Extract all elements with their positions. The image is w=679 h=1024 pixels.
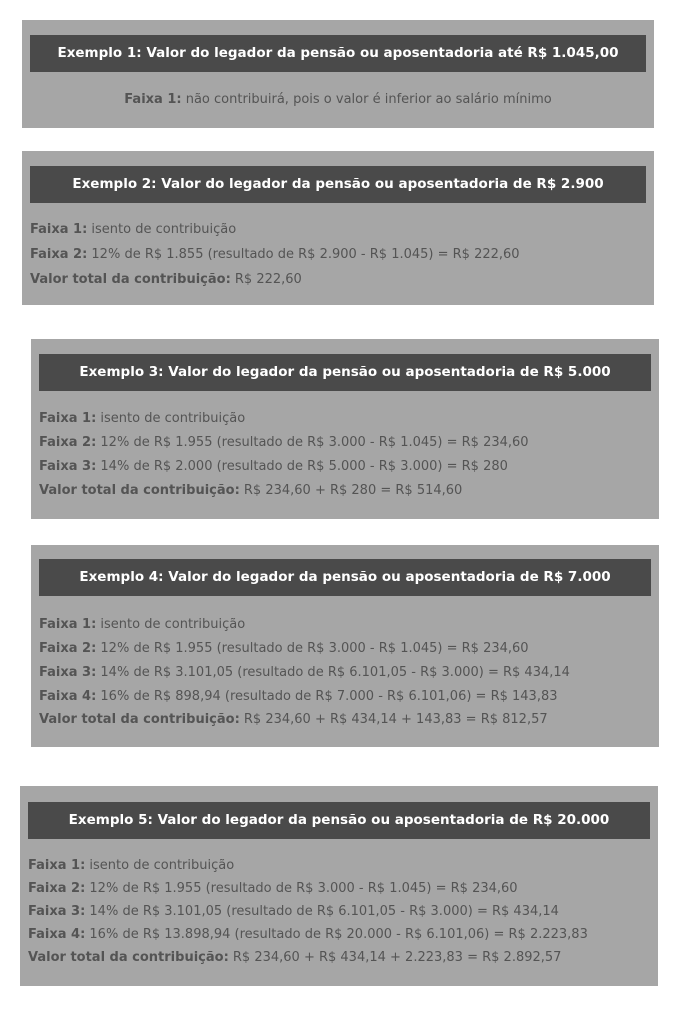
example-line bbox=[39, 709, 548, 731]
example-card-5 bbox=[20, 786, 658, 986]
line-label: Faixa 2: bbox=[30, 247, 88, 262]
example-line bbox=[28, 947, 561, 969]
line-text: 16% de R$ 13.898,94 (resultado de R$ 20.000 - R$ 6.101,06) = R$ 2.223,83 bbox=[85, 927, 588, 942]
line-label: Valor total da contribuição: bbox=[39, 483, 240, 498]
line-label: Faixa 2: bbox=[28, 881, 86, 896]
line-text: 12% de R$ 1.955 (resultado de R$ 3.000 - R$ 1.045) = R$ 234,60 bbox=[85, 881, 518, 896]
line-label: Faixa 1: bbox=[39, 617, 97, 632]
example-line bbox=[39, 456, 508, 478]
example-line bbox=[30, 244, 520, 266]
example-line bbox=[30, 219, 236, 241]
example-line bbox=[39, 614, 245, 636]
example-line bbox=[28, 924, 588, 946]
example-card-2 bbox=[22, 151, 654, 305]
example-line bbox=[39, 662, 570, 684]
example-line bbox=[28, 901, 559, 923]
example-card-4 bbox=[31, 545, 659, 747]
line-label: Faixa 3: bbox=[39, 665, 97, 680]
example-line bbox=[28, 878, 518, 900]
line-text: 14% de R$ 2.000 (resultado de R$ 5.000 - R$ 3.000) = R$ 280 bbox=[96, 459, 508, 474]
line-text: isento de contribuição bbox=[85, 858, 235, 873]
line-text: isento de contribuição bbox=[87, 222, 237, 237]
line-text: isento de contribuição bbox=[96, 411, 246, 426]
line-label: Faixa 2: bbox=[39, 641, 97, 656]
line-text: R$ 234,60 + R$ 434,14 + 143,83 = R$ 812,57 bbox=[239, 712, 548, 727]
line-label: Faixa 1: bbox=[124, 92, 182, 107]
line-label: Faixa 1: bbox=[30, 222, 88, 237]
example-title-4: Exemplo 4: Valor do legador da pensão ou aposentadoria de R$ 7.000 bbox=[39, 559, 651, 596]
line-text: 14% de R$ 3.101,05 (resultado de R$ 6.101,05 - R$ 3.000) = R$ 434,14 bbox=[96, 665, 570, 680]
example-card-3 bbox=[31, 339, 659, 519]
example-line bbox=[28, 855, 234, 877]
example-title-2: Exemplo 2: Valor do legador da pensão ou aposentadoria de R$ 2.900 bbox=[30, 166, 646, 203]
line-text: 12% de R$ 1.855 (resultado de R$ 2.900 - R$ 1.045) = R$ 222,60 bbox=[87, 247, 520, 262]
line-text: R$ 234,60 + R$ 434,14 + 2.223,83 = R$ 2.892,57 bbox=[228, 950, 562, 965]
line-label: Faixa 4: bbox=[39, 689, 97, 704]
line-text: R$ 234,60 + R$ 280 = R$ 514,60 bbox=[239, 483, 463, 498]
line-label: Faixa 4: bbox=[28, 927, 86, 942]
example-title-1: Exemplo 1: Valor do legador da pensão ou aposentadoria até R$ 1.045,00 bbox=[30, 35, 646, 72]
example-line bbox=[39, 408, 245, 430]
example-line bbox=[39, 638, 529, 660]
line-label: Valor total da contribuição: bbox=[39, 712, 240, 727]
line-text: 16% de R$ 898,94 (resultado de R$ 7.000 - R$ 6.101,06) = R$ 143,83 bbox=[96, 689, 558, 704]
line-text: 12% de R$ 1.955 (resultado de R$ 3.000 - R$ 1.045) = R$ 234,60 bbox=[96, 641, 529, 656]
line-label: Faixa 3: bbox=[39, 459, 97, 474]
line-label: Faixa 2: bbox=[39, 435, 97, 450]
example-line bbox=[39, 432, 529, 454]
example-line bbox=[30, 269, 302, 291]
line-text: 12% de R$ 1.955 (resultado de R$ 3.000 - R$ 1.045) = R$ 234,60 bbox=[96, 435, 529, 450]
line-text: isento de contribuição bbox=[96, 617, 246, 632]
line-label: Valor total da contribuição: bbox=[28, 950, 229, 965]
example-line bbox=[22, 89, 654, 111]
line-label: Faixa 1: bbox=[39, 411, 97, 426]
line-label: Faixa 3: bbox=[28, 904, 86, 919]
line-text: não contribuirá, pois o valor é inferior ao salário mínimo bbox=[181, 92, 552, 107]
example-title-3: Exemplo 3: Valor do legador da pensão ou aposentadoria de R$ 5.000 bbox=[39, 354, 651, 391]
example-line bbox=[39, 480, 462, 502]
line-label: Faixa 1: bbox=[28, 858, 86, 873]
line-label: Valor total da contribuição: bbox=[30, 272, 231, 287]
example-card-1 bbox=[22, 20, 654, 128]
example-title-5: Exemplo 5: Valor do legador da pensão ou aposentadoria de R$ 20.000 bbox=[28, 802, 650, 839]
example-line bbox=[39, 686, 558, 708]
line-text: R$ 222,60 bbox=[230, 272, 302, 287]
line-text: 14% de R$ 3.101,05 (resultado de R$ 6.101,05 - R$ 3.000) = R$ 434,14 bbox=[85, 904, 559, 919]
